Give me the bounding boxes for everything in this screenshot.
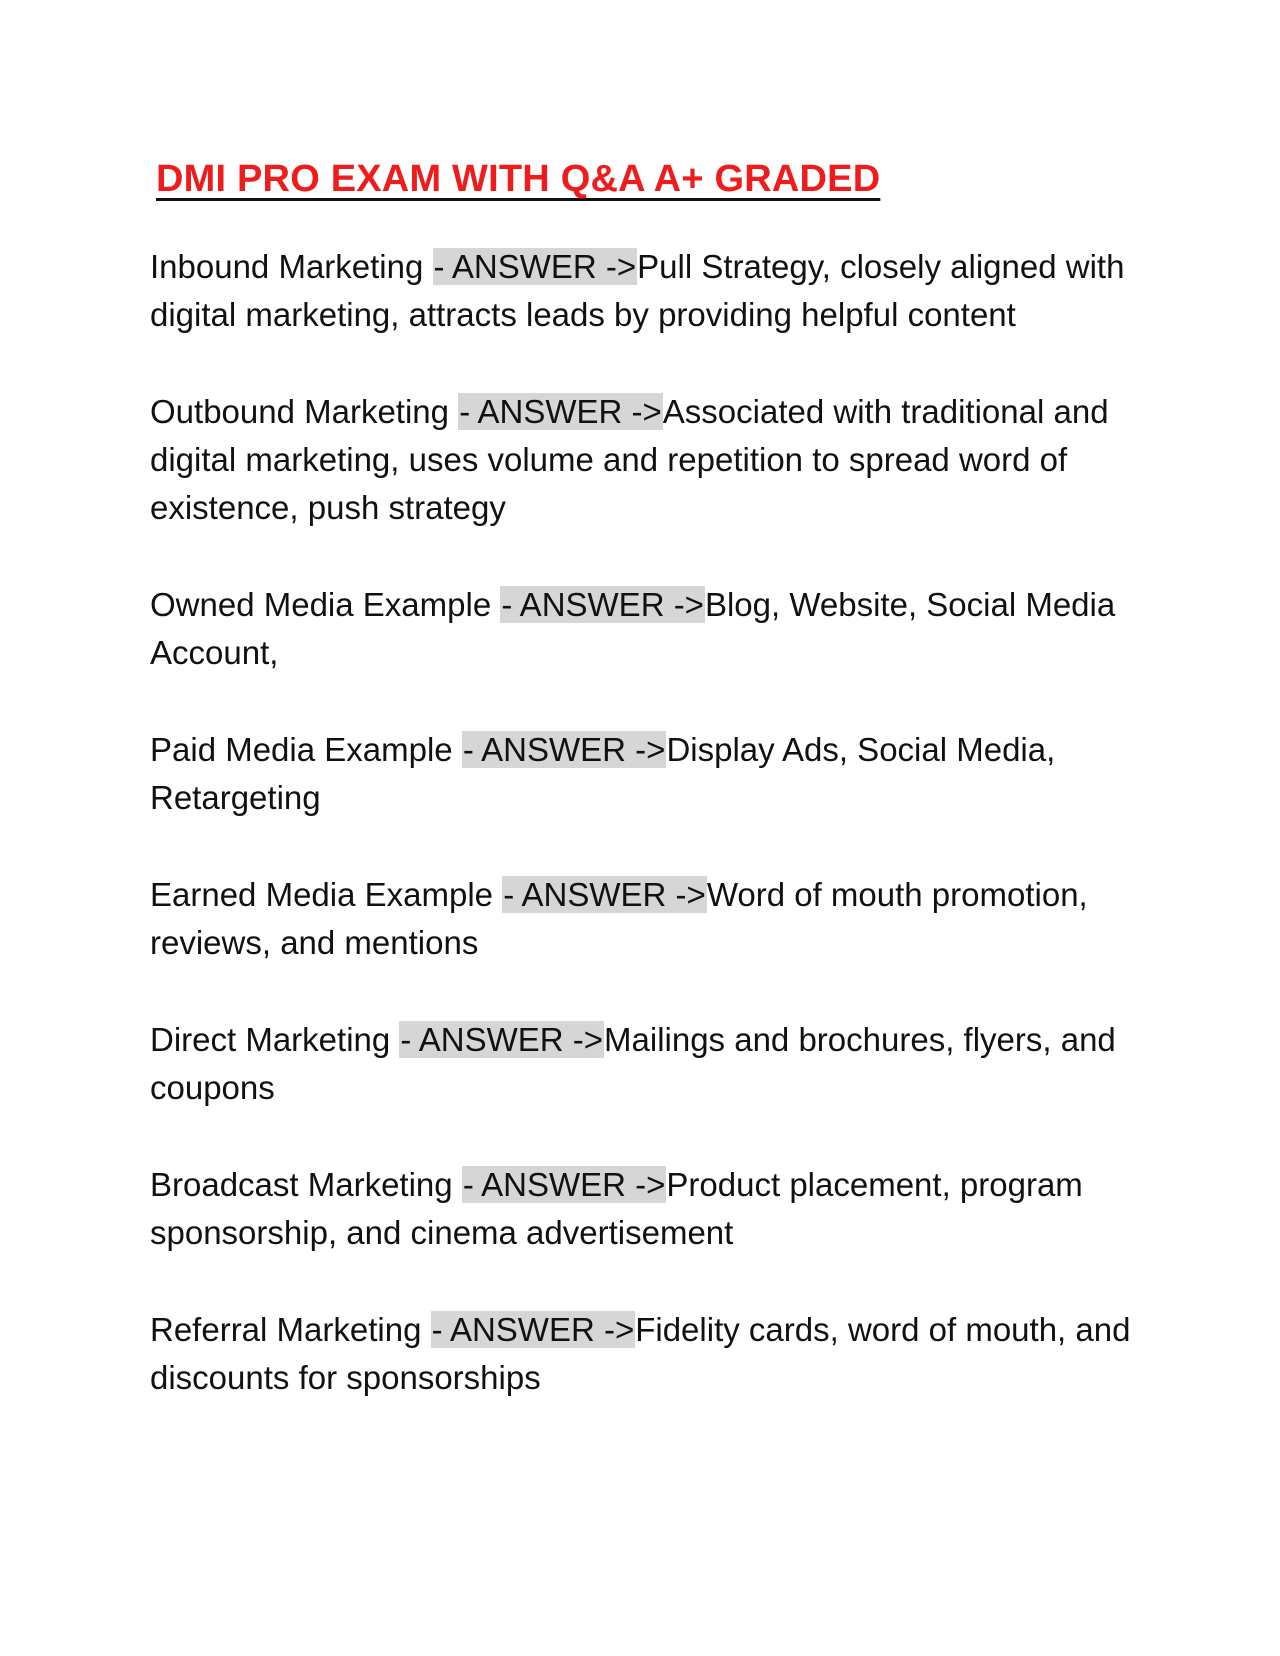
qa-term: Broadcast Marketing (150, 1166, 462, 1203)
qa-item-outbound-marketing (150, 388, 1150, 532)
qa-term: Outbound Marketing (150, 393, 459, 430)
qa-item-broadcast-marketing (150, 1161, 1150, 1257)
qa-list (150, 243, 1150, 1402)
qa-item-paid-media (150, 726, 1150, 822)
qa-term: Inbound Marketing (150, 248, 433, 285)
qa-term: Owned Media Example (150, 586, 501, 623)
qa-item-earned-media (150, 871, 1150, 967)
qa-item-referral-marketing (150, 1306, 1150, 1402)
qa-term: Paid Media Example (150, 731, 462, 768)
qa-answer: Mailings and brochures, flyers, and coupons (150, 1021, 1116, 1106)
qa-answer: Product placement, program sponsorship, and cinema advertisement (150, 1166, 1083, 1251)
answer-marker: - ANSWER -> (433, 248, 637, 285)
answer-marker: - ANSWER -> (400, 1021, 604, 1058)
answer-marker: - ANSWER -> (459, 393, 662, 430)
qa-answer: Word of mouth promotion, reviews, and mentions (150, 876, 1088, 961)
qa-answer: Blog, Website, Social Media Account, (150, 586, 1116, 671)
answer-marker: - ANSWER -> (462, 1166, 666, 1203)
answer-marker: - ANSWER -> (501, 586, 704, 623)
qa-item-owned-media (150, 581, 1150, 677)
qa-term: Direct Marketing (150, 1021, 400, 1058)
qa-term: Earned Media Example (150, 876, 503, 913)
answer-marker: - ANSWER -> (462, 731, 666, 768)
document-title: DMI PRO EXAM WITH Q&A A+ GRADED (156, 158, 881, 200)
answer-marker: - ANSWER -> (431, 1311, 635, 1348)
qa-answer: Fidelity cards, word of mouth, and discounts for sponsorships (150, 1311, 1131, 1396)
qa-item-inbound-marketing (150, 243, 1150, 339)
qa-answer: Associated with traditional and digital marketing, uses volume and repetition to spread word of existence, push strategy (150, 393, 1109, 526)
qa-answer: Pull Strategy, closely aligned with digital marketing, attracts leads by providing helpful content (150, 248, 1125, 333)
qa-answer: Display Ads, Social Media, Retargeting (150, 731, 1056, 816)
qa-term: Referral Marketing (150, 1311, 431, 1348)
qa-item-direct-marketing (150, 1016, 1150, 1112)
answer-marker: - ANSWER -> (503, 876, 706, 913)
